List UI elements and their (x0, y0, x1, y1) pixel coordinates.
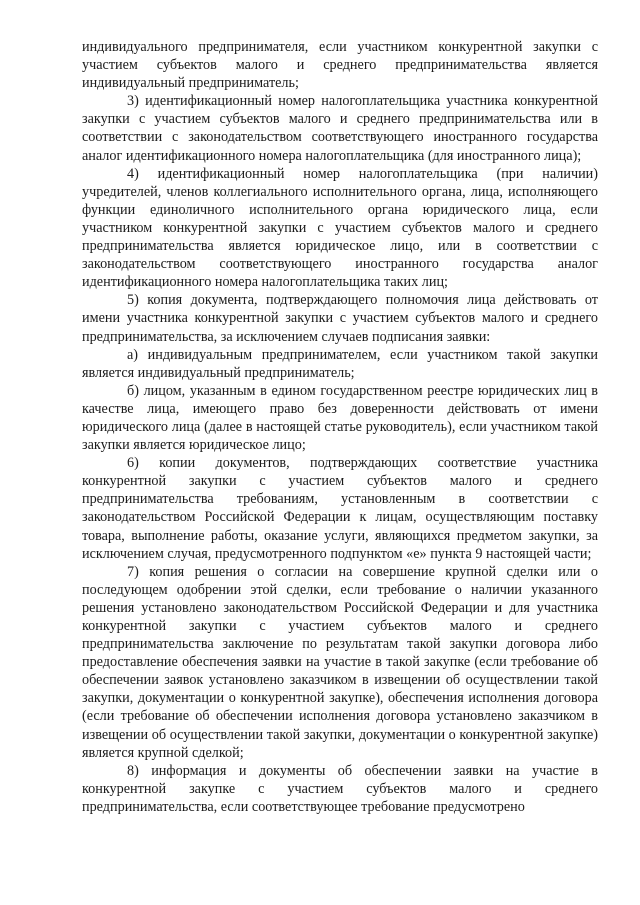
paragraph-item-5: 5) копия документа, подтверждающего полномочия лица действовать от имени участника конкурентной закупки с участием субъектов малого и среднего предпринимательства, за исключением случаев подписания заявки: (82, 292, 598, 345)
paragraph-item-3: 3) идентификационный номер налогоплательщика участника конкурентной закупки с участием субъектов малого и среднего предпринимательства или в соответствии с законодательством соответствующего иностранного государства аналог идентификационного номера налогоплательщика (для иностранного лица); (82, 93, 598, 164)
paragraph-item-5b: б) лицом, указанным в едином государственном реестре юридических лиц в качестве лица, имеющего право без доверенности действовать от имени юридического лица (далее в настоящей статье руководитель), если участником такой закупки является юридическое лицо; (82, 382, 598, 454)
paragraph-continuation: индивидуального предпринимателя, если участником конкурентной закупки с участием субъектов малого и среднего предпринимательства является индивидуальный предприниматель; (82, 39, 598, 92)
paragraph-item-4: 4) идентификационный номер налогоплательщика (при наличии) учредителей, членов коллегиального исполнительного органа, лица, исполняющего функции единоличного исполнительного органа юридического лица, если участником конкурентной закупки с участием субъектов малого и среднего предпринимательства является юридическое лицо, или в соответствии с законодательством соответствующего иностранного государства аналог идентификационного номера налогоплательщика таких лиц; (82, 165, 598, 291)
paragraph-item-5a: а) индивидуальным предпринимателем, если участником такой закупки является индивидуальный предприниматель; (82, 346, 598, 381)
paragraph-item-8: 8) информация и документы об обеспечении заявки на участие в конкурентной закупке с участием субъектов малого и среднего предпринимательства, если соответствующее требование предусмотрено (82, 762, 598, 815)
paragraph-item-7: 7) копия решения о согласии на совершение крупной сделки или о последующем одобрении этой сделки, если требование о наличии указанного решения установлено законодательством Российской Федерации и для участника конкурентной закупки с участием субъектов малого и среднего предпринимательства заключение по результатам такой закупки договора либо предоставление обеспечения заявки на участие в такой закупке (если требование об обеспечении заявок установлено заказчиком в извещении об осуществлении такой закупки, документации о конкурентной закупке), обеспечения исполнения договора (если требование об обеспечении исполнения договора установлено заказчиком в извещении об осуществлении такой закупки, документации о конкурентной закупке) является крупной сделкой; (82, 563, 598, 761)
paragraph-item-6: 6) копии документов, подтверждающих соответствие участника конкурентной закупки с участием субъектов малого и среднего предпринимательства требованиям, установленным в соответствии с законодательством Российской Федерации к лицам, осуществляющим поставку товара, выполнение работы, оказание услуги, являющихся предметом закупки, за исключением случая, предусмотренного подпунктом «е» пункта 9 настоящей части; (82, 455, 598, 562)
document-body (82, 38, 598, 816)
